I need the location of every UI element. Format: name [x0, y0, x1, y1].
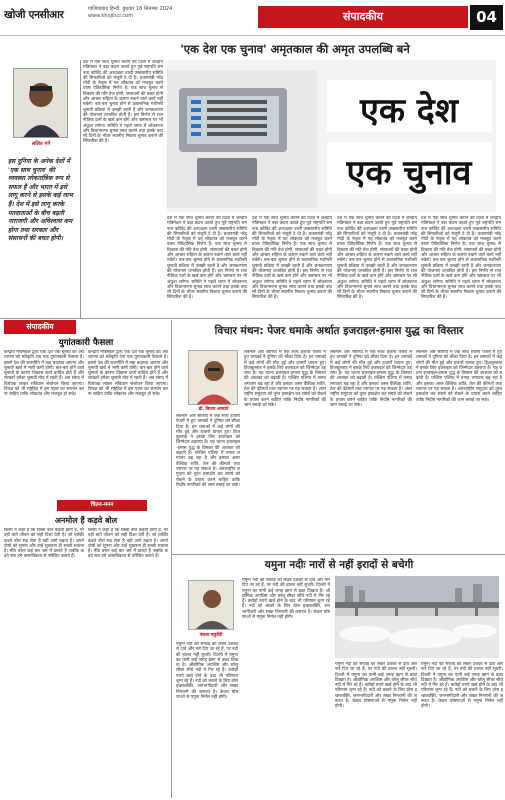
yamuna-river-photo: [335, 576, 499, 658]
story1-body-col5: देश में एक साथ चुनाव कराने की दिशा में केन्द्रीय मंत्रिमंडल ने बड़ा कदम उठाते हुए पूर्व राष्ट्रपति रामनाथ कोविंद की अध्यक्षता वाली उच्चस्तरीय समिति की सिफारिशों को मंजूरी दे दी है। प्रधानमंत्री नरेंद्र मोदी के नेतृत्व में यह लोकतंत्र को मजबूत करने वाला ऐतिहासिक निर्णय है। एक साथ चुनाव से विकास की गति तेज होगी, संसाधनों की बचत होगी और आचार संहिता के कारण रुकने वाले कार्य नहीं रुकेंगे। बार-बार चुनाव होने से प्रशासनिक मशीनरी चुनावी प्रक्रिया में उलझी रहती है और जनकल्याण की योजनाएं प्रभावित होती हैं। इस निर्णय से राजनीतिक दलों के खर्च कम होंगे और भ्रष्टाचार पर भी अंकुश लगेगा। समिति ने पहले चरण में लोकसभा और विधानसभा चुनाव साथ कराने तथा इसके बाद सौ दिनों के भीतर स्थानीय निकाय चुनाव कराने की सिफारिश की है।: [421, 216, 501, 301]
story2-headline: विचार मंथन: पेजर धमाके अर्थात इजराइल-हमास युद्ध का विस्तार: [214, 325, 464, 337]
story2-body-col1: लेबनान और सीरिया में एक साथ हजारों पेजरों में हुए धमाकों ने दुनिया को चौंका दिया है। इन धमाकों में कई लोगों की मौत हुई और हजारों घायल हुए। हिजबुल्लाह ने इसके लिए इजराइल को जिम्मेदार ठहराया है। यह घटना इजराइल-हमास युद्ध के विस्तार की आशंका को बढ़ाती है। पश्चिम एशिया में तनाव लगातार बढ़ रहा है और इसका असर वैश्विक शांति, तेल की कीमतों तथा व्यापार पर पड़ सकता है। अंतरराष्ट्रीय समुदाय को तुरंत हस्तक्षेप कर संघर्ष को रोकने के प्रयास करने चाहिए ताकि निर्दोष नागरिकों की जान बचाई जा सके।: [244, 350, 326, 408]
story2-author-name: डॉ. विजय आचार्य: [198, 407, 229, 412]
chintan-headline: अनमोल हैं कड़वे बोल: [54, 516, 118, 525]
editorial-body-col2: केन्द्रीय मंत्रिमंडल द्वारा एक देश एक चुनाव की अवधारणा को स्वीकृति देना एक युगांतकारी फैसला है। इससे देश की राजनीति में बड़ा बदलाव आएगा और चुनावी खर्च में भारी कमी होगी। बार-बार होने वाले चुनावों के कारण विकास कार्य बाधित होते हैं और सरकारें हमेशा चुनावी मोड में रहती हैं। अब संसद में विधेयक लाकर संविधान संशोधन किया जाएगा। विपक्ष को भी राष्ट्रहित में इस पहल का समर्थन करना चाहिए ताकि लोकतंत्र और मजबूत हो सके।: [88, 350, 168, 398]
story1-body-col2: देश में एक साथ चुनाव कराने की दिशा में केन्द्रीय मंत्रिमंडल ने बड़ा कदम उठाते हुए पूर्व राष्ट्रपति रामनाथ कोविंद की अध्यक्षता वाली उच्चस्तरीय समिति की सिफारिशों को मंजूरी दे दी है। प्रधानमंत्री नरेंद्र मोदी के नेतृत्व में यह लोकतंत्र को मजबूत करने वाला ऐतिहासिक निर्णय है। एक साथ चुनाव से विकास की गति तेज होगी, संसाधनों की बचत होगी और आचार संहिता के कारण रुकने वाले कार्य नहीं रुकेंगे। बार-बार चुनाव होने से प्रशासनिक मशीनरी चुनावी प्रक्रिया में उलझी रहती है और जनकल्याण की योजनाएं प्रभावित होती हैं। इस निर्णय से राजनीतिक दलों के खर्च कम होंगे और भ्रष्टाचार पर भी अंकुश लगेगा। समिति ने पहले चरण में लोकसभा और विधानसभा चुनाव साथ कराने तथा इसके बाद सौ दिनों के भीतर स्थानीय निकाय चुनाव कराने की सिफारिश की है।: [167, 216, 247, 301]
story2-body-col0: लेबनान और सीरिया में एक साथ हजारों पेजरों में हुए धमाकों ने दुनिया को चौंका दिया है। इन धमाकों में कई लोगों की मौत हुई और हजारों घायल हुए। हिजबुल्लाह ने इसके लिए इजराइल को जिम्मेदार ठहराया है। यह घटना इजराइल-हमास युद्ध के विस्तार की आशंका को बढ़ाती है। पश्चिम एशिया में तनाव लगातार बढ़ रहा है और इसका असर वैश्विक शांति, तेल की कीमतों तथा व्यापार पर पड़ सकता है। अंतरराष्ट्रीय समुदाय को तुरंत हस्तक्षेप कर संघर्ष को रोकने के प्रयास करने चाहिए ताकि निर्दोष नागरिकों की जान बचाई जा सके।: [176, 414, 240, 488]
evm-graphic: [167, 60, 496, 212]
issue-date: गाजियाबाद हिन्दी, बुधवार 18 सितम्बर 2024: [88, 6, 173, 12]
story1-body-col4: देश में एक साथ चुनाव कराने की दिशा में केन्द्रीय मंत्रिमंडल ने बड़ा कदम उठाते हुए पूर्व राष्ट्रपति रामनाथ कोविंद की अध्यक्षता वाली उच्चस्तरीय समिति की सिफारिशों को मंजूरी दे दी है। प्रधानमंत्री नरेंद्र मोदी के नेतृत्व में यह लोकतंत्र को मजबूत करने वाला ऐतिहासिक निर्णय है। एक साथ चुनाव से विकास की गति तेज होगी, संसाधनों की बचत होगी और आचार संहिता के कारण रुकने वाले कार्य नहीं रुकेंगे। बार-बार चुनाव होने से प्रशासनिक मशीनरी चुनावी प्रक्रिया में उलझी रहती है और जनकल्याण की योजनाएं प्रभावित होती हैं। इस निर्णय से राजनीतिक दलों के खर्च कम होंगे और भ्रष्टाचार पर भी अंकुश लगेगा। समिति ने पहले चरण में लोकसभा और विधानसभा चुनाव साथ कराने तथा इसके बाद सौ दिनों के भीतर स्थानीय निकाय चुनाव कराने की सिफारिश की है।: [337, 216, 417, 301]
newspaper-logo: खोजी एनसीआर: [4, 9, 64, 21]
story1-author-photo: [13, 68, 68, 138]
graphic-line1: एक देश: [360, 91, 458, 131]
story3-author-name: पंकज चतुर्वेदी: [199, 633, 223, 638]
story1-pullquote: इस दुनिया के अनेक देशों में 'एक साथ चुनाव' की व्यवस्था लोकतांत्रिक रूप से सफल है और भारत में इसे लागू करने से इसके कई लाभ हैं। देश में इसे लागू करके मतदाताओं के बीच बढ़ती नाराजगी और अविश्वास कम होगा तथा सरकार और संसाधनों की बचत होगी।: [8, 158, 73, 243]
story3-body-col0: यमुना नदी की सफाई को लेकर दशकों से दावे और नारे दिए जा रहे हैं, पर नदी की हालत नहीं सुधरी। दिल्ली में यमुना का पानी कई जगह झाग से ढका दिखता है। औद्योगिक अपशिष्ट और घरेलू सीवर सीधे नदी में गिर रहे हैं। करोड़ों रुपये खर्च होने के बाद भी परिणाम शून्य रहे हैं। नदी को बचाने के लिए ठोस इच्छाशक्ति, जनभागीदारी और सख्त निगरानी की जरूरत है। केवल घोषणाओं से यमुना निर्मल नहीं होगी।: [176, 642, 238, 700]
story3-body-col1: यमुना नदी की सफाई को लेकर दशकों से दावे और नारे दिए जा रहे हैं, पर नदी की हालत नहीं सुधरी। दिल्ली में यमुना का पानी कई जगह झाग से ढका दिखता है। औद्योगिक अपशिष्ट और घरेलू सीवर सीधे नदी में गिर रहे हैं। करोड़ों रुपये खर्च होने के बाद भी परिणाम शून्य रहे हैं। नदी को बचाने के लिए ठोस इच्छाशक्ति, जनभागीदारी और सख्त निगरानी की जरूरत है। केवल घोषणाओं से यमुना निर्मल नहीं होगी।: [242, 578, 330, 621]
story2-author-photo: [188, 350, 238, 405]
chintan-body-col1: किसी ने कहा है कि सच्ची बातें कड़वी होती हैं, पर वही बातें जीवन को सही दिशा देती हैं। जो व्यक्ति कड़वे बोल सह लेता है वही आगे बढ़ता है। अपने दोषों को सुनना और उन्हें सुधारना ही सच्ची साधना है। मीठे वचन कई बार भ्रम में डालते हैं जबकि कड़वे सच हमें वास्तविकता से परिचित कराते हैं।: [4, 528, 84, 560]
story1-headline: 'एक देश एक चुनाव' अमृतकाल की अमृत उपलब्धि बने: [180, 42, 410, 56]
masthead: [0, 0, 505, 36]
section-title: संपादकीय: [258, 6, 468, 28]
story3-body-col3: यमुना नदी की सफाई को लेकर दशकों से दावे और नारे दिए जा रहे हैं, पर नदी की हालत नहीं सुधरी। दिल्ली में यमुना का पानी कई जगह झाग से ढका दिखता है। औद्योगिक अपशिष्ट और घरेलू सीवर सीधे नदी में गिर रहे हैं। करोड़ों रुपये खर्च होने के बाद भी परिणाम शून्य रहे हैं। नदी को बचाने के लिए ठोस इच्छाशक्ति, जनभागीदारी और सख्त निगरानी की जरूरत है। केवल घोषणाओं से यमुना निर्मल नहीं होगी।: [421, 662, 503, 710]
story3-headline: यमुना नदीः नारों से नहीं इरादों से बचेगी: [264, 559, 414, 571]
story1-body-col1: देश में एक साथ चुनाव कराने की दिशा में केन्द्रीय मंत्रिमंडल ने बड़ा कदम उठाते हुए पूर्व राष्ट्रपति रामनाथ कोविंद की अध्यक्षता वाली उच्चस्तरीय समिति की सिफारिशों को मंजूरी दे दी है। प्रधानमंत्री नरेंद्र मोदी के नेतृत्व में यह लोकतंत्र को मजबूत करने वाला ऐतिहासिक निर्णय है। एक साथ चुनाव से विकास की गति तेज होगी, संसाधनों की बचत होगी और आचार संहिता के कारण रुकने वाले कार्य नहीं रुकेंगे। बार-बार चुनाव होने से प्रशासनिक मशीनरी चुनावी प्रक्रिया में उलझी रहती है और जनकल्याण की योजनाएं प्रभावित होती हैं। इस निर्णय से राजनीतिक दलों के खर्च कम होंगे और भ्रष्टाचार पर भी अंकुश लगेगा। समिति ने पहले चरण में लोकसभा और विधानसभा चुनाव साथ कराने तथा इसके बाद सौ दिनों के भीतर स्थानीय निकाय चुनाव कराने की सिफारिश की है।: [83, 60, 163, 145]
story2-body-col2: लेबनान और सीरिया में एक साथ हजारों पेजरों में हुए धमाकों ने दुनिया को चौंका दिया है। इन धमाकों में कई लोगों की मौत हुई और हजारों घायल हुए। हिजबुल्लाह ने इसके लिए इजराइल को जिम्मेदार ठहराया है। यह घटना इजराइल-हमास युद्ध के विस्तार की आशंका को बढ़ाती है। पश्चिम एशिया में तनाव लगातार बढ़ रहा है और इसका असर वैश्विक शांति, तेल की कीमतों तथा व्यापार पर पड़ सकता है। अंतरराष्ट्रीय समुदाय को तुरंत हस्तक्षेप कर संघर्ष को रोकने के प्रयास करने चाहिए ताकि निर्दोष नागरिकों की जान बचाई जा सके।: [330, 350, 412, 408]
editorial-body-col1: केन्द्रीय मंत्रिमंडल द्वारा एक देश एक चुनाव की अवधारणा को स्वीकृति देना एक युगांतकारी फैसला है। इससे देश की राजनीति में बड़ा बदलाव आएगा और चुनावी खर्च में भारी कमी होगी। बार-बार होने वाले चुनावों के कारण विकास कार्य बाधित होते हैं और सरकारें हमेशा चुनावी मोड में रहती हैं। अब संसद में विधेयक लाकर संविधान संशोधन किया जाएगा। विपक्ष को भी राष्ट्रहित में इस पहल का समर्थन करना चाहिए ताकि लोकतंत्र और मजबूत हो सके।: [4, 350, 84, 398]
chintan-body-col2: किसी ने कहा है कि सच्ची बातें कड़वी होती हैं, पर वही बातें जीवन को सही दिशा देती हैं। जो व्यक्ति कड़वे बोल सह लेता है वही आगे बढ़ता है। अपने दोषों को सुनना और उन्हें सुधारना ही सच्ची साधना है। मीठे वचन कई बार भ्रम में डालते हैं जबकि कड़वे सच हमें वास्तविकता से परिचित कराते हैं।: [88, 528, 168, 560]
story3-body-col2: यमुना नदी की सफाई को लेकर दशकों से दावे और नारे दिए जा रहे हैं, पर नदी की हालत नहीं सुधरी। दिल्ली में यमुना का पानी कई जगह झाग से ढका दिखता है। औद्योगिक अपशिष्ट और घरेलू सीवर सीधे नदी में गिर रहे हैं। करोड़ों रुपये खर्च होने के बाद भी परिणाम शून्य रहे हैं। नदी को बचाने के लिए ठोस इच्छाशक्ति, जनभागीदारी और सख्त निगरानी की जरूरत है। केवल घोषणाओं से यमुना निर्मल नहीं होगी।: [335, 662, 417, 710]
graphic-line2: एक चुनाव: [346, 153, 472, 193]
page-number: 04: [470, 5, 503, 30]
story1-author-name: ललित गर्ग: [31, 141, 51, 147]
editorial-headline: युगांतकारी फैसला: [58, 338, 114, 348]
chintan-band: चिंतन-मनन: [57, 500, 147, 511]
story1-body-col3: देश में एक साथ चुनाव कराने की दिशा में केन्द्रीय मंत्रिमंडल ने बड़ा कदम उठाते हुए पूर्व राष्ट्रपति रामनाथ कोविंद की अध्यक्षता वाली उच्चस्तरीय समिति की सिफारिशों को मंजूरी दे दी है। प्रधानमंत्री नरेंद्र मोदी के नेतृत्व में यह लोकतंत्र को मजबूत करने वाला ऐतिहासिक निर्णय है। एक साथ चुनाव से विकास की गति तेज होगी, संसाधनों की बचत होगी और आचार संहिता के कारण रुकने वाले कार्य नहीं रुकेंगे। बार-बार चुनाव होने से प्रशासनिक मशीनरी चुनावी प्रक्रिया में उलझी रहती है और जनकल्याण की योजनाएं प्रभावित होती हैं। इस निर्णय से राजनीतिक दलों के खर्च कम होंगे और भ्रष्टाचार पर भी अंकुश लगेगा। समिति ने पहले चरण में लोकसभा और विधानसभा चुनाव साथ कराने तथा इसके बाद सौ दिनों के भीतर स्थानीय निकाय चुनाव कराने की सिफारिश की है।: [252, 216, 332, 301]
story2-body-col3: लेबनान और सीरिया में एक साथ हजारों पेजरों में हुए धमाकों ने दुनिया को चौंका दिया है। इन धमाकों में कई लोगों की मौत हुई और हजारों घायल हुए। हिजबुल्लाह ने इसके लिए इजराइल को जिम्मेदार ठहराया है। यह घटना इजराइल-हमास युद्ध के विस्तार की आशंका को बढ़ाती है। पश्चिम एशिया में तनाव लगातार बढ़ रहा है और इसका असर वैश्विक शांति, तेल की कीमतों तथा व्यापार पर पड़ सकता है। अंतरराष्ट्रीय समुदाय को तुरंत हस्तक्षेप कर संघर्ष को रोकने के प्रयास करने चाहिए ताकि निर्दोष नागरिकों की जान बचाई जा सके।: [416, 350, 502, 403]
issue-website: www.khojincr.com: [88, 13, 134, 19]
story3-author-photo: [188, 580, 234, 630]
issue-meta: [88, 6, 172, 20]
editorial-band: संपादकीय: [4, 320, 76, 334]
